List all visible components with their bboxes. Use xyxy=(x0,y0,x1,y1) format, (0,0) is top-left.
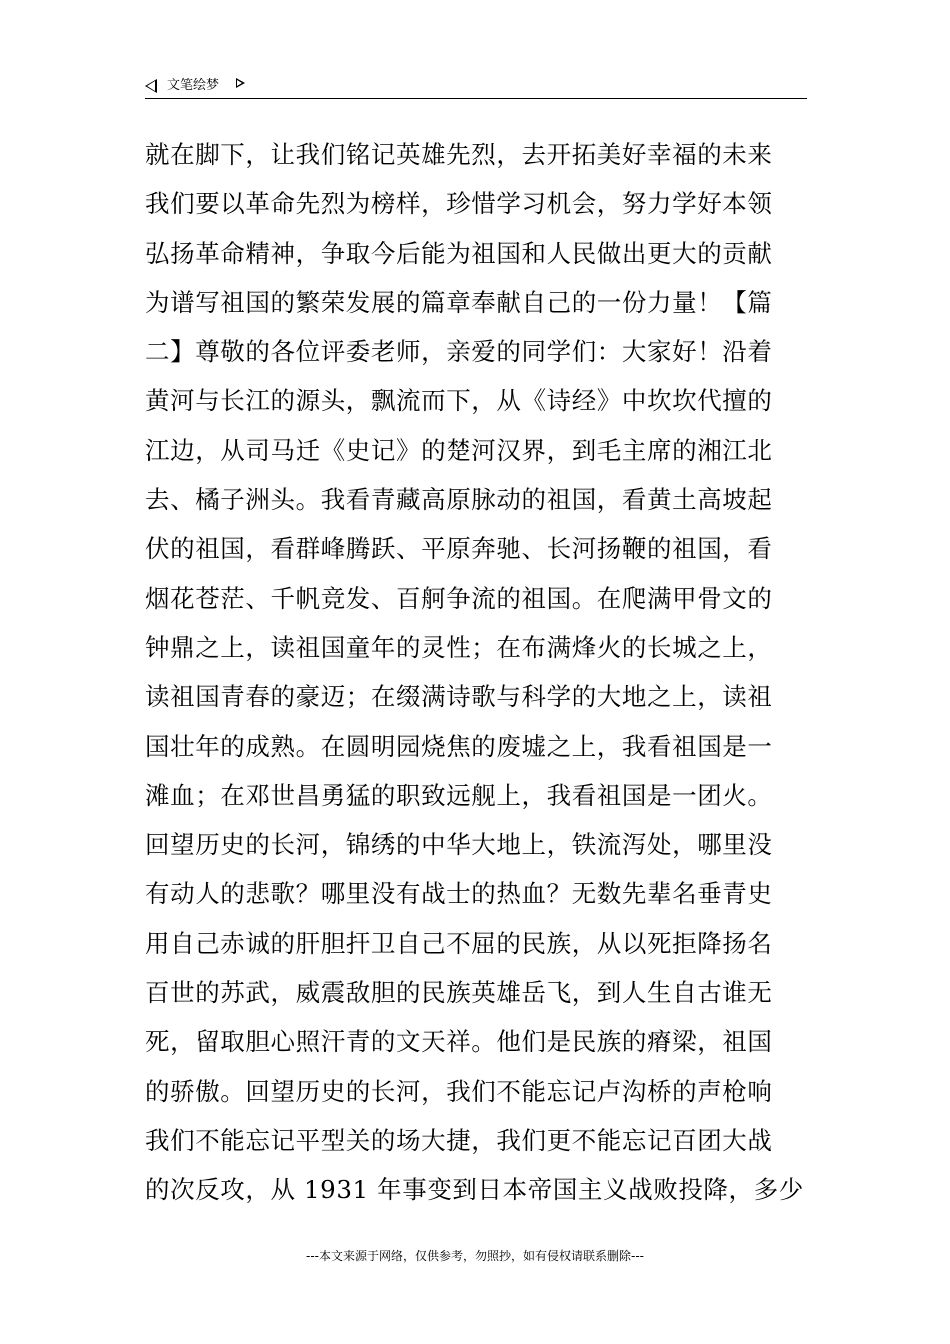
text-line: 的骄傲。回望历史的长河，我们不能忘记卢沟桥的声枪响 xyxy=(145,1076,773,1106)
text-line: 读祖国青春的豪迈；在缀满诗歌与科学的大地之上，读祖 xyxy=(145,682,773,712)
text-line: 钟鼎之上，读祖国童年的灵性；在布满烽火的长城之上， xyxy=(145,632,773,662)
text-line: 就在脚下，让我们铭记英雄先烈，去开拓美好幸福的未来 xyxy=(145,140,773,169)
text-line: 我们不能忘记平型关的场大捷，我们更不能忘记百团大战 xyxy=(145,1125,773,1155)
text-line: 的次反攻，从 1931 年事变到日本帝国主义战败投降，多少 xyxy=(145,1175,804,1205)
triangle-left-icon xyxy=(145,79,157,93)
triangle-right-icon xyxy=(236,78,245,88)
text-line: 死，留取胆心照汗青的文天祥。他们是民族的瘠梁，祖国 xyxy=(145,1027,773,1057)
text-line: 有动人的悲歌？哪里没有战士的热血？无数先辈名垂青史 xyxy=(145,879,773,909)
text-line: 黄河与长江的源头，飘流而下，从《诗经》中坎坎代擅的 xyxy=(145,386,773,416)
text-line: 烟花苍茫、千帆竞发、百舸争流的祖国。在爬满甲骨文的 xyxy=(145,583,773,613)
document-body xyxy=(145,130,810,1215)
text-line: 国壮年的成熟。在圆明园烧焦的废墟之上，我看祖国是一 xyxy=(145,731,773,761)
text-line: 去、橘子洲头。我看青藏高原脉动的祖国，看黄土高坡起 xyxy=(145,485,773,515)
page-footer: ---本文来源于网络，仅供参考，勿照抄，如有侵权请联系删除--- xyxy=(306,1249,644,1263)
text-line: 我们要以革命先烈为榜样，珍惜学习机会，努力学好本领 xyxy=(145,189,773,219)
text-line: 百世的苏武，威震敌胆的民族英雄岳飞，到人生自古谁无 xyxy=(145,978,773,1008)
text-line: 回望历史的长河，锦绣的中华大地上，铁流泻处，哪里没 xyxy=(145,830,773,860)
text-line: 滩血；在邓世昌勇猛的职致远舰上，我看祖国是一团火。 xyxy=(145,780,773,810)
header-brand: 文笔绘梦 xyxy=(167,78,220,93)
text-line: 为谱写祖国的繁荣发展的篇章奉献自己的一份力量！【篇 xyxy=(145,287,773,317)
text-line: 江边，从司马迁《史记》的楚河汉界，到毛主席的湘江北 xyxy=(145,435,773,465)
page-header xyxy=(145,74,807,99)
text-line: 弘扬革命精神，争取今后能为祖国和人民做出更大的贡献 xyxy=(145,238,773,268)
text-line: 二】尊敬的各位评委老师，亲爱的同学们：大家好！沿着 xyxy=(145,337,773,367)
text-line: 伏的祖国，看群峰腾跃、平原奔驰、长河扬鞭的祖国，看 xyxy=(145,534,773,564)
text-line: 用自己赤诚的肝胆扞卫自己不屈的民族，从以死拒降扬名 xyxy=(145,928,773,958)
